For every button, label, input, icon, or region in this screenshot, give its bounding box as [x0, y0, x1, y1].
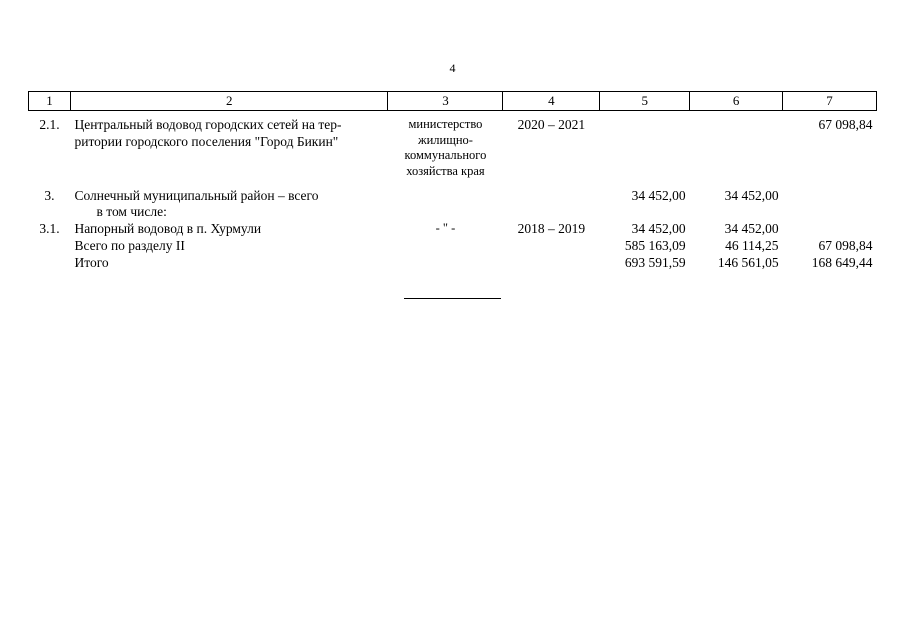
row-col7 — [783, 221, 877, 238]
row-number: 2.1. — [39, 117, 60, 132]
table-row — [29, 111, 877, 180]
row-name-line: Центральный водовод городских сетей на тер- — [74, 117, 342, 132]
row-years: 2020 – 2021 — [517, 117, 586, 132]
end-divider — [404, 298, 501, 299]
responsible-line: министерство — [408, 117, 483, 131]
row-name — [70, 111, 388, 180]
row-name: Итого — [74, 255, 109, 270]
row-responsible — [388, 111, 503, 180]
row-years: 2018 – 2019 — [517, 221, 586, 237]
row-name: Солнечный муниципальный район – всего — [74, 187, 319, 203]
row-number: 3.1. — [39, 221, 60, 237]
row-col5: 585 163,09 — [624, 238, 686, 254]
subheading: в том числе: — [96, 204, 167, 220]
header-col-3: 3 — [388, 92, 503, 111]
table-row — [29, 255, 877, 272]
table-row — [29, 221, 877, 238]
header-col-7: 7 — [783, 92, 877, 111]
table-row — [29, 180, 877, 205]
row-col7: 67 098,84 — [818, 117, 873, 132]
row-col6: 34 452,00 — [724, 187, 779, 203]
row-number: 3. — [44, 187, 55, 203]
row-col6: 146 561,05 — [717, 255, 779, 270]
row-col6: 46 114,25 — [725, 238, 779, 254]
responsible-line: коммунального — [404, 148, 487, 163]
row-name — [70, 204, 388, 221]
responsible-line: жилищно- — [417, 132, 473, 147]
table-row — [29, 238, 877, 255]
header-col-6: 6 — [690, 92, 783, 111]
header-col-1: 1 — [29, 92, 71, 111]
row-col7: 67 098,84 — [818, 238, 873, 254]
table-row — [29, 204, 877, 221]
header-row — [29, 92, 877, 111]
row-col7: 168 649,44 — [811, 255, 873, 270]
expenditure-table — [28, 91, 877, 272]
row-col5: 34 452,00 — [631, 221, 686, 237]
page-number: 4 — [449, 61, 456, 75]
row-responsible: - " - — [435, 221, 456, 236]
row-col7 — [783, 180, 877, 205]
row-col5: 693 591,59 — [624, 255, 686, 270]
responsible-line: хозяйства края — [406, 163, 485, 178]
row-col6: 34 452,00 — [724, 221, 779, 237]
header-col-5: 5 — [600, 92, 690, 111]
row-col6 — [690, 111, 783, 180]
row-col5 — [600, 111, 690, 180]
row-name: Всего по разделу II — [74, 238, 185, 254]
row-name-line: ритории городского поселения "Город Бикин" — [74, 133, 339, 149]
header-col-2: 2 — [70, 92, 388, 111]
row-name: Напорный водовод в п. Хурмули — [74, 221, 262, 237]
row-col5: 34 452,00 — [631, 187, 686, 203]
header-col-4: 4 — [503, 92, 600, 111]
